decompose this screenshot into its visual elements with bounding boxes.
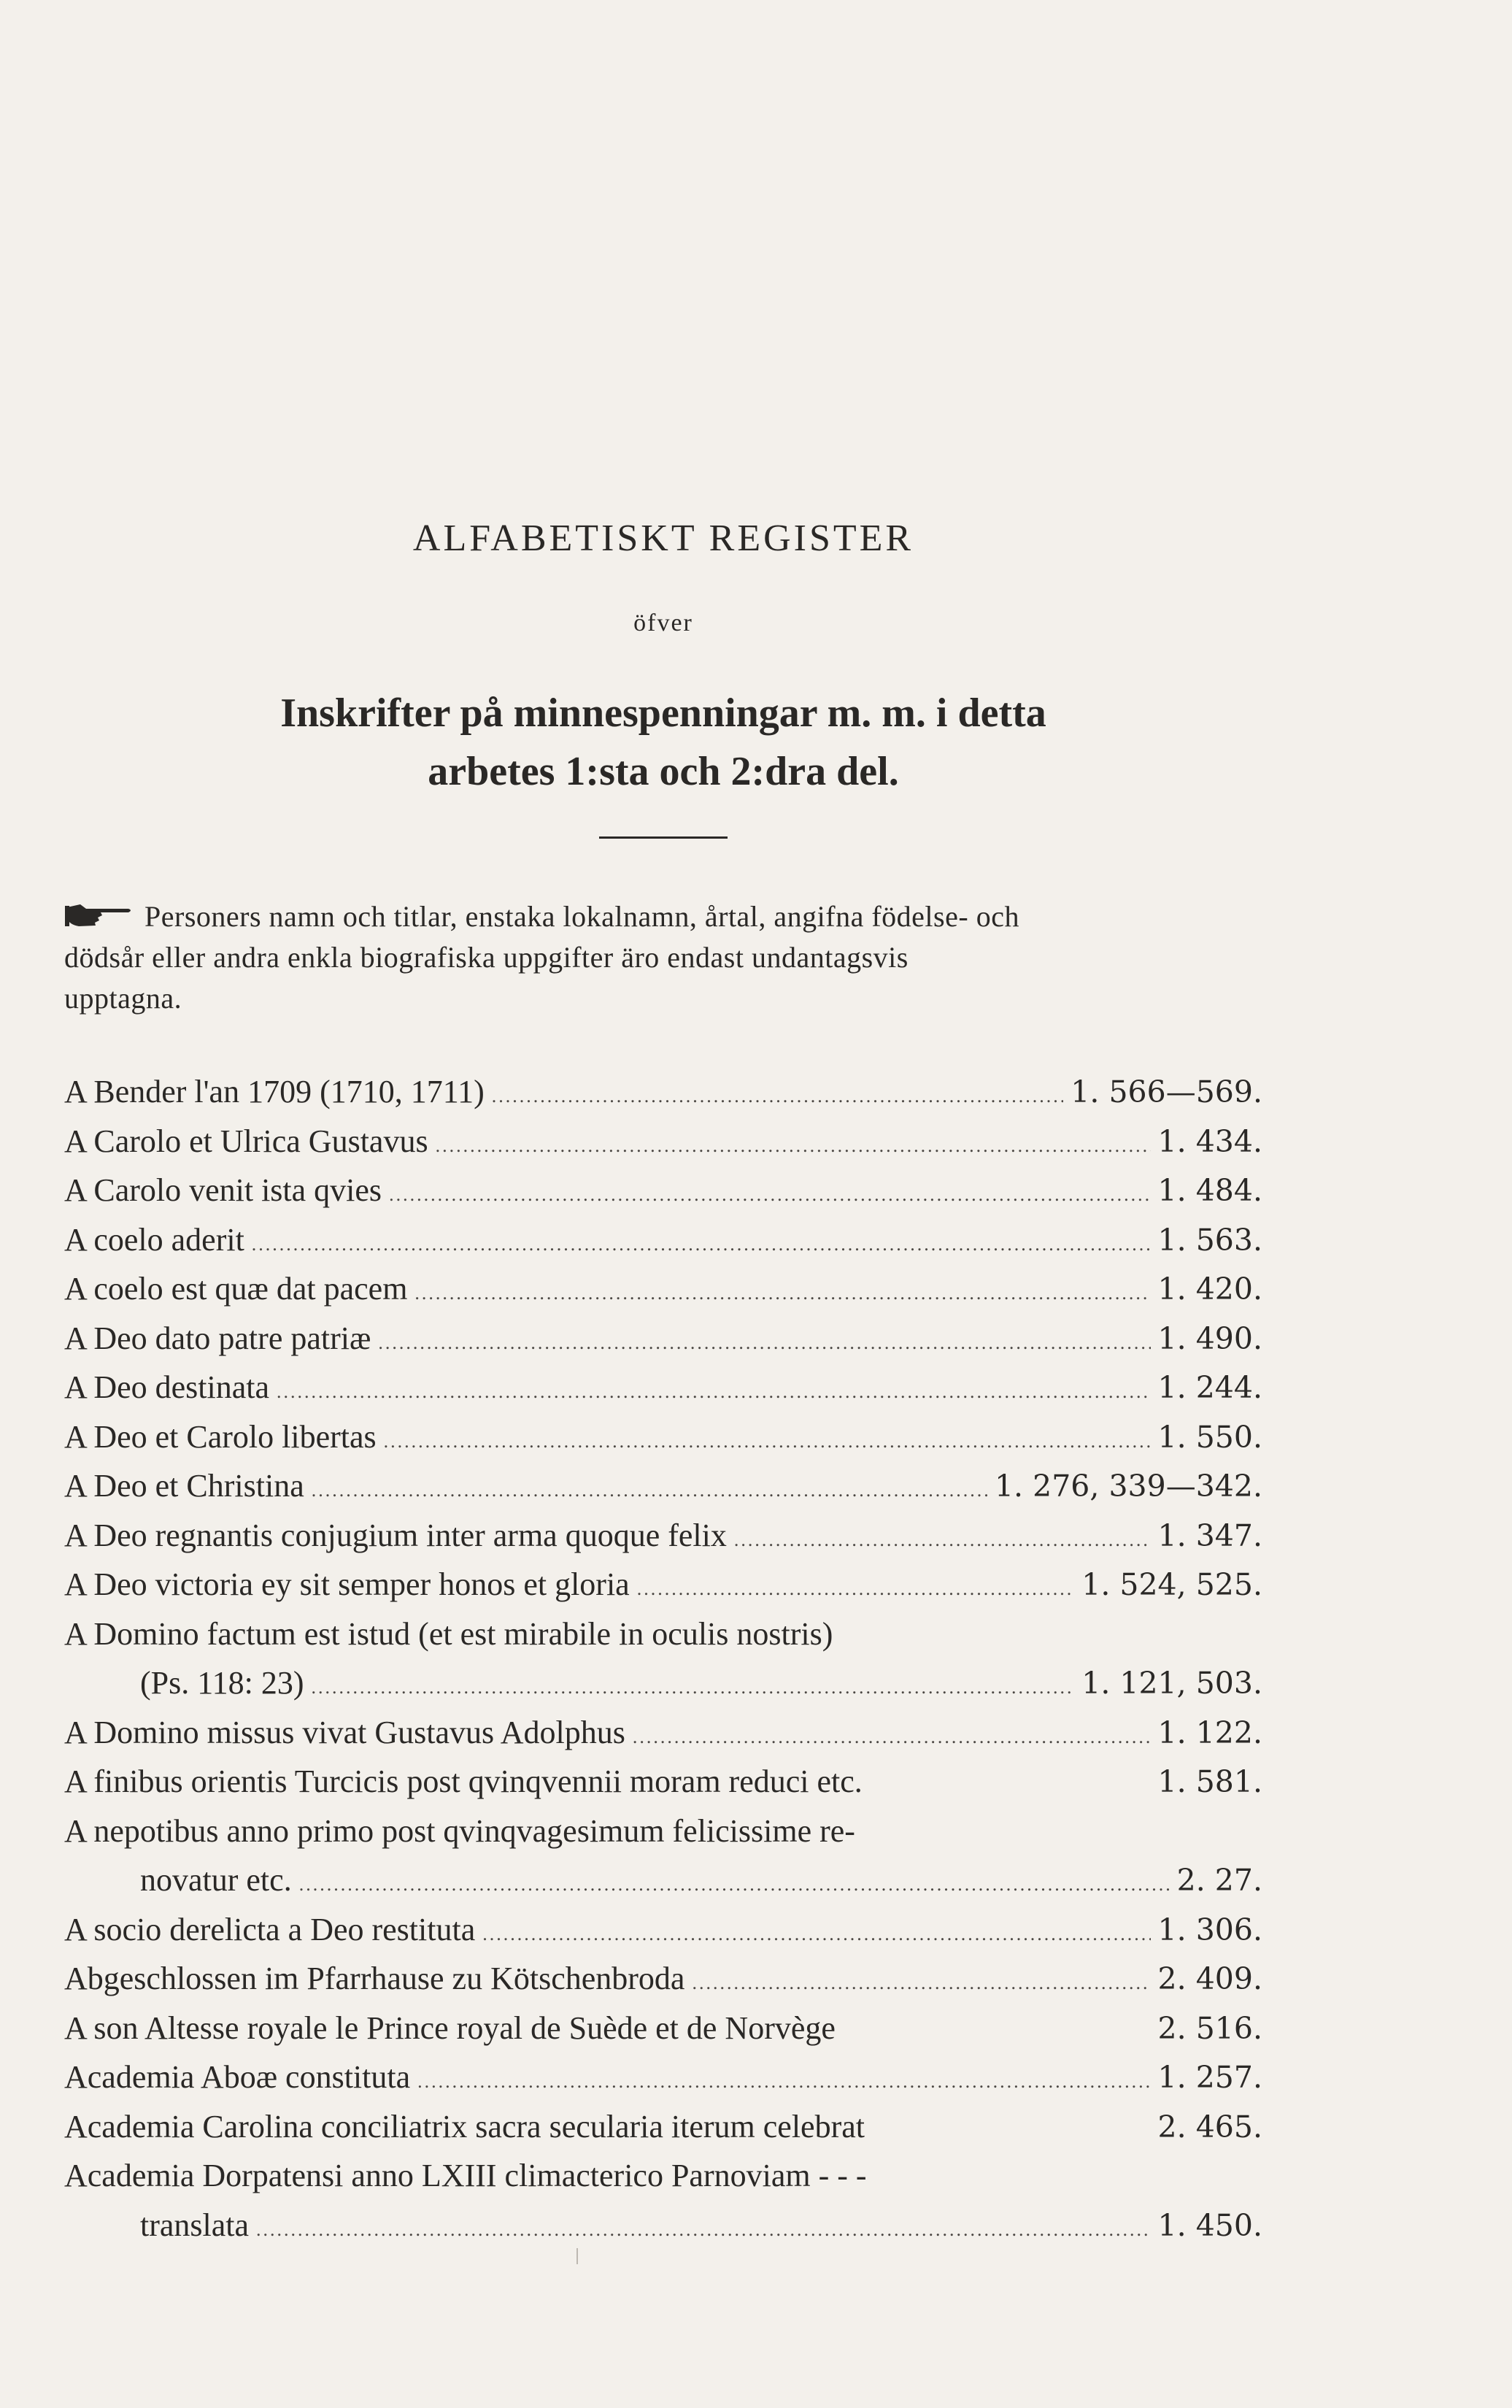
entry-continuation-text: translata <box>140 2207 250 2243</box>
entry-page-ref: 1. 563. <box>1157 1222 1262 1258</box>
entry-leader-dots <box>692 1958 1150 2008</box>
entry-text: A Carolo venit ista qvies <box>64 1172 382 1208</box>
register-entry <box>64 1215 1262 1265</box>
entry-text: A nepotibus anno primo post qvinqvagesimum felicissime re- <box>64 1812 855 1849</box>
entry-leader-dots <box>312 1663 1075 1712</box>
entry-page-ref: 1. 484. <box>1157 1173 1262 1208</box>
register-entry <box>64 2053 1262 2102</box>
register-entry <box>64 1363 1262 1412</box>
register-entry <box>64 2004 1262 2053</box>
register-entry <box>64 1954 1262 2004</box>
register-entry <box>64 2102 1262 2152</box>
register-entry <box>64 1560 1262 1609</box>
subtitle-line-2: arbetes 1:sta och 2:dra del. <box>428 749 899 794</box>
entry-page-ref: 1. 490. <box>1157 1320 1262 1356</box>
entry-text: A Deo dato patre patriæ <box>64 1320 371 1356</box>
entry-text: A Deo et Carolo libertas <box>64 1418 377 1455</box>
entry-page-ref: 2. 409. <box>1157 1961 1262 1996</box>
entry-page-ref: 2. 27. <box>1176 1863 1262 1898</box>
register-entry <box>64 1609 1262 1659</box>
entry-page-ref: 2. 465. <box>1157 2109 1262 2144</box>
register-entry <box>64 1067 1262 1117</box>
entry-continuation-text: (Ps. 118: 23) <box>140 1665 304 1701</box>
note-line-3: upptagna. <box>64 982 182 1015</box>
entry-page-ref: 1. 581. <box>1157 1764 1262 1799</box>
section-divider <box>599 836 728 839</box>
entry-text: A Bender l'an 1709 (1710, 1711) <box>64 1074 485 1109</box>
entry-leader-dots <box>414 1269 1150 1318</box>
register-entry-continuation <box>64 1658 1262 1708</box>
entry-text: A finibus orientis Turcicis post qvinqvennii moram reduci etc. <box>64 1763 863 1799</box>
entry-text: A Deo destinata <box>64 1369 270 1405</box>
entry-page-ref: 1. 420. <box>1157 1272 1262 1307</box>
page-subtitle <box>64 684 1262 801</box>
entry-page-ref: 1. 566—569. <box>1071 1074 1262 1109</box>
editorial-note <box>64 896 1262 1019</box>
entry-page-ref: 1. 306. <box>1157 1912 1262 1947</box>
entry-page-ref: 1. 276, 339—342. <box>994 1469 1262 1504</box>
entry-page-ref: 1. 434. <box>1157 1123 1262 1159</box>
register-entry <box>64 1461 1262 1511</box>
entry-text: A Carolo et Ulrica Gustavus <box>64 1123 428 1159</box>
entry-continuation-text: novatur etc. <box>140 1862 292 1898</box>
register-entries <box>64 1067 1262 2250</box>
entry-text: Academia Dorpatensi anno LXIII climacterico Parnoviam - - - <box>64 2158 867 2193</box>
entry-page-ref: 1. 257. <box>1157 2060 1262 2095</box>
register-entry <box>64 1412 1262 1462</box>
register-entry <box>64 1511 1262 1561</box>
entry-leader-dots <box>312 1466 987 1515</box>
entry-text: A socio derelicta a Deo restituta <box>64 1911 476 1947</box>
entry-page-ref: 1. 244. <box>1157 1370 1262 1405</box>
entry-text: A Deo et Christina <box>64 1468 304 1504</box>
entry-leader-dots <box>299 1860 1170 1909</box>
entry-text: A Deo regnantis conjugium inter arma quoque felix <box>64 1517 727 1553</box>
register-entry <box>64 1905 1262 1955</box>
note-line-1: Personers namn och titlar, enstaka lokalnamn, årtal, angifna födelse- och <box>144 900 1019 933</box>
entry-leader-dots <box>482 1909 1150 1959</box>
register-entry <box>64 1166 1262 1215</box>
entry-text: Abgeschlossen im Pfarrhause zu Kötschenbroda <box>64 1961 685 1996</box>
entry-text: A Domino factum est istud (et est mirabile in oculis nostris) <box>64 1615 833 1652</box>
entry-text: A son Altesse royale le Prince royal de Suède et de Norvège <box>64 2009 836 2046</box>
register-entry <box>64 1264 1262 1314</box>
register-entry <box>64 2151 1262 2201</box>
note-line-2: dödsår eller andra enkla biografiska uppgifter äro endast undantagsvis <box>64 941 909 974</box>
entry-leader-dots <box>492 1072 1064 1121</box>
entry-page-ref: 2. 516. <box>1157 2010 1262 2046</box>
register-entry <box>64 1757 1262 1807</box>
entry-text: A coelo est quæ dat pacem <box>64 1271 408 1307</box>
entry-text: A Deo victoria ey sit semper honos et gloria <box>64 1566 630 1602</box>
entry-leader-dots <box>378 1318 1150 1368</box>
page-title: ALFABETISKT REGISTER <box>412 518 914 559</box>
pointing-hand-icon <box>64 900 134 929</box>
entry-leader-dots <box>633 1712 1151 1762</box>
entry-leader-dots <box>417 2057 1150 2107</box>
entry-page-ref: 1. 524, 525. <box>1081 1567 1262 1602</box>
entry-leader-dots <box>637 1564 1075 1614</box>
subtitle-line-1: Inskrifter på minnespenningar m. m. i detta <box>280 691 1046 736</box>
register-entry <box>64 1314 1262 1363</box>
entry-page-ref: 1. 347. <box>1157 1517 1262 1553</box>
register-entry <box>64 1708 1262 1758</box>
entry-leader-dots <box>389 1170 1150 1220</box>
entry-leader-dots <box>256 2205 1151 2255</box>
page-mark <box>576 2248 578 2264</box>
register-entry <box>64 1117 1262 1166</box>
entry-leader-dots <box>252 1220 1151 1269</box>
register-entry-continuation <box>64 2201 1262 2250</box>
entry-leader-dots <box>734 1515 1151 1565</box>
entry-page-ref: 1. 122. <box>1157 1715 1262 1750</box>
entry-text: A Domino missus vivat Gustavus Adolphus <box>64 1714 625 1750</box>
entry-page-ref: 1. 550. <box>1157 1419 1262 1455</box>
entry-page-ref: 1. 450. <box>1157 2207 1262 2243</box>
register-entry <box>64 1807 1262 1856</box>
entry-text: Academia Carolina conciliatrix sacra secularia iterum celebrat <box>64 2108 865 2144</box>
register-entry-continuation <box>64 1855 1262 1905</box>
entry-leader-dots <box>277 1367 1151 1417</box>
entry-page-ref: 1. 121, 503. <box>1081 1666 1262 1701</box>
entry-leader-dots <box>436 1121 1151 1171</box>
entry-text: Academia Aboæ constituta <box>64 2059 411 2095</box>
entry-text: A coelo aderit <box>64 1221 244 1258</box>
page-preposition: öfver <box>633 609 693 636</box>
entry-leader-dots <box>384 1417 1151 1466</box>
